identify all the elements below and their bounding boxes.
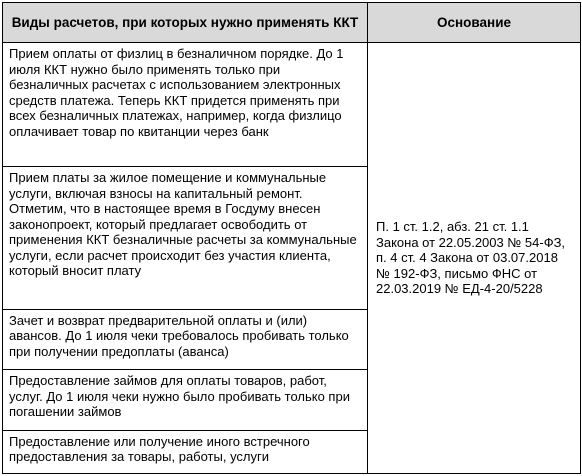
- basis-cell: П. 1 ст. 1.2, абз. 21 ст. 1.1 Закона от 22.05.2003 № 54-ФЗ, п. 4 ст. 4 Закона от 03.07.2018 № 192-ФЗ, письмо ФНС от 22.03.2019 № ЕД-4-20/5228: [368, 43, 581, 474]
- settlement-type-cell: Прием платы за жилое помещение и коммунальные услуги, включая взносы на капитальный ремонт. Отметим, что в настоящее время в Госдуму внесен законопроект, который предлагает освободить от применения ККТ безналичные расчеты за коммунальные услуги, если расчет происходит без участия клиента, который вносит плату: [3, 167, 368, 310]
- header-basis: Основание: [368, 3, 581, 43]
- header-settlement-types: Виды расчетов, при которых нужно применять ККТ: [3, 3, 368, 43]
- settlement-type-cell: Прием оплаты от физлиц в безналичном порядке. До 1 июля ККТ нужно было применять только при безналичных расчетах с использованием электронных средств платежа. Теперь ККТ придется применять при всех безналичных платежах, например, когда физлицо оплачивает товар по квитанции через банк: [3, 43, 368, 167]
- settlement-type-cell: Зачет и возврат предварительной оплаты и (или) авансов. До 1 июля чеки требовалось пробивать только при получении предоплаты (аванса): [3, 309, 368, 370]
- settlement-type-cell: Предоставление займов для оплаты товаров, работ, услуг. До 1 июля чеки нужно было пробивать только при погашении займов: [3, 370, 368, 431]
- header-row: [3, 3, 581, 43]
- settlement-type-cell: Предоставление или получение иного встречного предоставления за товары, работы, услуги: [3, 430, 368, 473]
- kkt-table: [2, 2, 581, 474]
- table-row: [3, 43, 581, 167]
